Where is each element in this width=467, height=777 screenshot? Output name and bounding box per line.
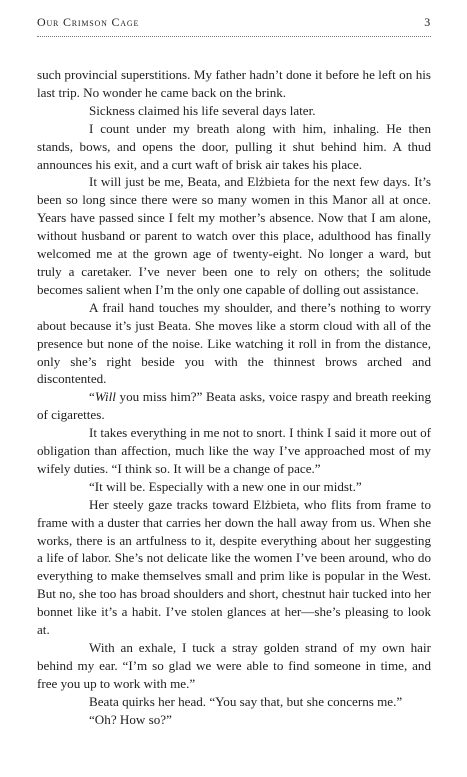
paragraph-text: Her steely gaze tracks toward Elżbieta, who flits from frame to frame with a duster that carries her down the hall away from us. When she works, there is an artfulness to it, despite everything about her suggesting a life of labor. She’s not delicate like the women I’ve been around, who do everything to make themselves small and prim like is popular in the West. But no, she too has broad shoulders and short, chestnut hair tucked into her bonnet like it’s a habit. I’ve stolen glances at her—she’s pleasing to look at. [37,496,431,638]
header-rule [37,36,431,37]
page-number: 3 [424,14,431,29]
body-text [37,66,431,729]
paragraph-text: “It will be. Especially with a new one in our midst.” [89,478,362,494]
paragraph [37,496,431,639]
paragraph [37,693,431,711]
paragraph [37,299,431,389]
paragraph-text: “Oh? How so?” [89,711,172,727]
paragraph-text: such provincial superstitions. My father hadn’t done it before he left on his last trip. No wonder he came back on the brink. [37,67,431,100]
paragraph-text: A frail hand touches my shoulder, and there’s nothing to worry about because it’s just Beata. She moves like a storm cloud with all of the presence but none of the noise. Like watching it roll in from the distance, only she’s right beside you with the thinnest brows arched and discontented. [37,299,431,387]
open-quote: “ [89,389,95,405]
paragraph-text: you miss him?” Beata asks, voice raspy and breath reeking of cigarettes. [37,389,431,423]
paragraph [37,120,431,174]
paragraph-text: I count under my breath along with him, inhaling. He then stands, bows, and opens the door, pulling it shut behind him. A thud announces his exit, and a curt waft of brisk air takes his place. [37,120,431,172]
paragraph [37,478,431,496]
running-title: Our Crimson Cage [37,14,140,29]
emphasis: Will [94,389,116,405]
running-header [37,10,431,34]
paragraph [37,102,431,120]
paragraph [37,173,431,298]
paragraph [37,424,431,478]
paragraph [37,66,431,102]
paragraph-text: Beata quirks her head. “You say that, but she concerns me.” [89,693,403,709]
paragraph-text: Sickness claimed his life several days later. [89,102,316,118]
paragraph-text: It takes everything in me not to snort. I think I said it more out of obligation than affection, much like the way I’ve approached most of my wifely duties. “I think so. It will be a change of pace.” [37,425,431,476]
paragraph [37,639,431,693]
paragraph-text: It will just be me, Beata, and Elżbieta for the next few days. It’s been so long since there were so many women in this Manor all at once. Years have passed since I felt my mother’s absence. Now that I am alone, without husband or parent to watch over this place, adulthood has finally welcomed me at the grown age of twenty-eight. No longer a ward, but truly a caretaker. I’ve never been one to rely on others; the solitude becomes salient when I’m the only one capable of dolling out assistance. [37,174,431,297]
paragraph [37,388,431,424]
paragraph [37,711,431,729]
paragraph-text: With an exhale, I tuck a stray golden strand of my own hair behind my ear. “I’m so glad we were able to find someone in time, and free you up to work with me.” [37,640,431,691]
